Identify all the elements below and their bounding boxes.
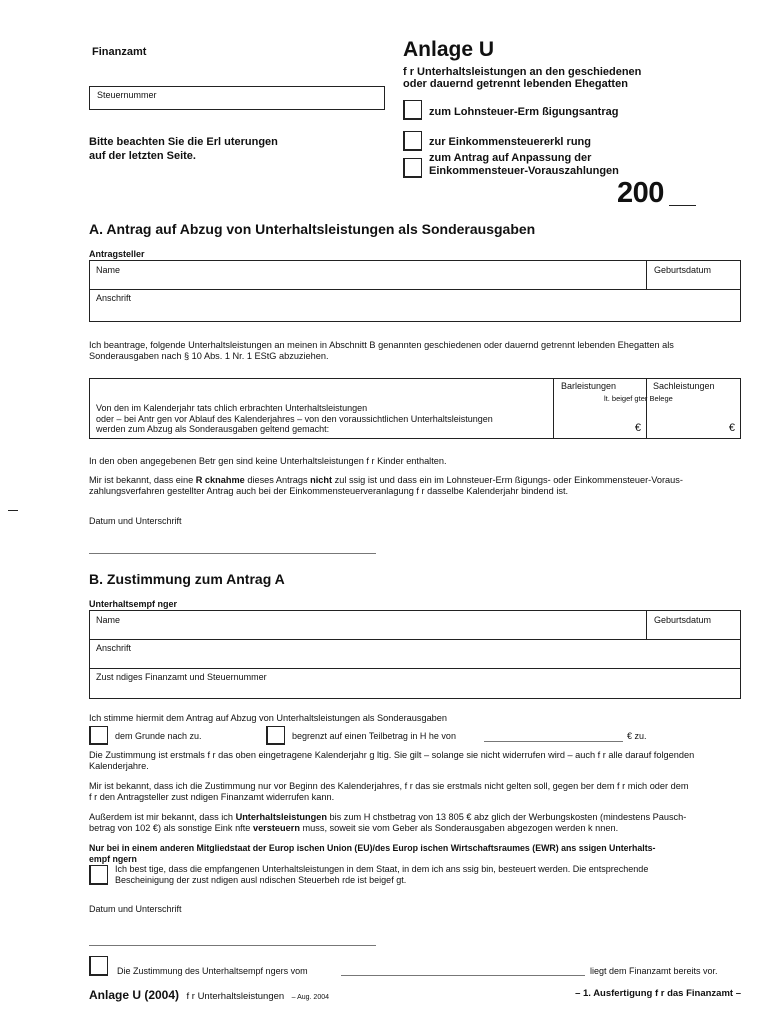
side-fold-mark bbox=[8, 510, 18, 511]
option-anpassung-line-2: Einkommensteuer-Vorauszahlungen bbox=[429, 165, 619, 177]
checkbox-dem-grunde[interactable] bbox=[89, 726, 108, 745]
intro-line-1: Ich beantrage, folgende Unterhaltsleistungen an meinen in Abschnitt B genannten geschiedenen oder dauernd getrennt lebenden Ehegatten als bbox=[89, 340, 674, 350]
form-title: Anlage U bbox=[403, 38, 495, 61]
hoechst-bold-1: Unterhaltsleistungen bbox=[235, 812, 327, 822]
vorliegt-suffix: liegt dem Finanzamt bereits vor. bbox=[590, 966, 718, 976]
eu-text bbox=[115, 864, 741, 886]
hint-line-2: auf der letzten Seite. bbox=[89, 150, 196, 162]
geburtsdatum-label: Geburtsdatum bbox=[654, 265, 712, 275]
hint-text bbox=[89, 135, 278, 163]
signature-line-a[interactable] bbox=[89, 553, 376, 554]
erstmals-text bbox=[89, 750, 741, 772]
kinder-note: In den oben angegebenen Betr gen sind keine Unterhaltsleistungen f r Kinder enthalten. bbox=[89, 456, 447, 466]
hint-line-1: Bitte beachten Sie die Erl uterungen bbox=[89, 136, 278, 148]
footer-form-desc: f r Unterhaltsleistungen bbox=[186, 991, 285, 1002]
ruecknahme-part-1: Mir ist bekannt, dass eine bbox=[89, 475, 196, 485]
ruecknahme-part-3: zul ssig ist und dass ein im Lohnsteuer-Erm ßigungs- oder Einkommensteuer-Voraus- bbox=[332, 475, 683, 485]
antragsteller-label: Antragsteller bbox=[89, 249, 145, 259]
option-teilbetrag-label: begrenzt auf einen Teilbetrag in H he von bbox=[292, 731, 456, 741]
option-einkommensteuer-label: zur Einkommensteuererkl rung bbox=[429, 136, 591, 148]
widerruf-text bbox=[89, 781, 741, 803]
eu-text-line-1: Ich best tige, dass die empfangenen Unterhaltsleistungen in dem Staat, in dem ich ans ssig bin, besteuert werden. Die entsprechende bbox=[115, 864, 649, 874]
option-anpassung-label bbox=[429, 152, 619, 178]
antragsteller-geburtsdatum-field[interactable] bbox=[647, 261, 740, 289]
anschrift-label: Anschrift bbox=[96, 293, 132, 303]
empfaenger-finanzamt-field[interactable] bbox=[90, 669, 740, 698]
form-subtitle bbox=[403, 66, 641, 90]
eu-heading bbox=[89, 843, 741, 865]
ruecknahme-bold-2: nicht bbox=[310, 475, 333, 485]
ruecknahme-part-2: dieses Antrags bbox=[244, 475, 311, 485]
zustimmung-intro: Ich stimme hiermit dem Antrag auf Abzug von Unterhaltsleistungen als Sonderausgaben bbox=[89, 713, 448, 723]
ruecknahme-bold-1: R cknahme bbox=[195, 475, 245, 485]
leistungen-line-1: Von den im Kalenderjahr tats chlich erbrachten Unterhaltsleistungen bbox=[96, 403, 368, 413]
datum-unterschrift-label-a: Datum und Unterschrift bbox=[89, 516, 182, 526]
datum-unterschrift-label-b: Datum und Unterschrift bbox=[89, 904, 182, 914]
finanzamt-label: Finanzamt bbox=[92, 46, 147, 58]
checkbox-teilbetrag[interactable] bbox=[266, 726, 285, 745]
signature-line-b[interactable] bbox=[89, 945, 376, 946]
intro-line-2: Sonderausgaben nach § 10 Abs. 1 Nr. 1 EStG abzuziehen. bbox=[89, 351, 329, 361]
sachleistungen-amount-field[interactable] bbox=[647, 405, 740, 438]
hoechst-part-3: betrag von 102 €) als sonstige Eink nfte bbox=[89, 823, 253, 833]
checkbox-eu-bestaetigung[interactable] bbox=[89, 865, 108, 885]
leistungen-line-2: oder – bei Antr gen vor Ablauf des Kalenderjahres – von den voraussichtlichen Unterhaltsleistungen bbox=[96, 413, 493, 424]
erstmals-line-1: Die Zustimmung ist erstmals f r das oben eingetragene Kalenderjahr g ltig. Sie gilt – solange sie nicht widerrufen wird – auch f r alle darauf folgenden bbox=[89, 750, 695, 760]
b-geburtsdatum-label: Geburtsdatum bbox=[654, 615, 712, 625]
footer bbox=[89, 986, 741, 1002]
option-dem-grunde-label: dem Grunde nach zu. bbox=[115, 731, 202, 741]
empfaenger-geburtsdatum-field[interactable] bbox=[647, 611, 740, 639]
vorliegt-date-field[interactable] bbox=[341, 975, 585, 976]
checkbox-einkommensteuer[interactable] bbox=[403, 131, 422, 151]
hoechst-part-1: Außerdem ist mir bekannt, dass ich bbox=[89, 812, 236, 822]
empfaenger-name-field[interactable] bbox=[90, 611, 646, 639]
section-b-heading: B. Zustimmung zum Antrag A bbox=[89, 571, 285, 587]
euro-sign-sach: € bbox=[728, 422, 735, 434]
hoechstbetrag-text bbox=[89, 812, 741, 834]
leistungen-description bbox=[96, 403, 493, 435]
checkbox-lohnsteuer[interactable] bbox=[403, 100, 422, 120]
col-sachleistungen-header: Sachleistungen bbox=[653, 381, 715, 391]
hoechst-part-4: muss, soweit sie vom Geber als Sonderausgaben abgezogen werden k nnen. bbox=[299, 823, 619, 833]
barleistungen-amount-field[interactable] bbox=[554, 405, 646, 438]
footer-date: – Aug. 2004 bbox=[291, 994, 330, 1001]
year-prefix: 200 bbox=[617, 177, 664, 209]
teilbetrag-amount-field[interactable] bbox=[484, 741, 623, 742]
checkbox-zustimmung-vorliegt[interactable] bbox=[89, 956, 108, 976]
widerruf-line-1: Mir ist bekannt, dass ich die Zustimmung nur vor Beginn des Kalenderjahres, f r das sie erstmals nicht gelten soll, gegen ber dem f r mich oder dem bbox=[89, 781, 689, 791]
option-anpassung-line-1: zum Antrag auf Anpassung der bbox=[429, 152, 592, 164]
empfaenger-anschrift-field[interactable] bbox=[90, 640, 740, 668]
eu-heading-line-2: empf ngern bbox=[89, 854, 137, 864]
eu-text-line-2: Bescheinigung der zust ndigen ausl ndischen Steuerbeh rde ist beigef gt. bbox=[115, 875, 407, 885]
vorliegt-prefix: Die Zustimmung des Unterhaltsempf ngers vom bbox=[117, 966, 308, 976]
euro-sign-bar: € bbox=[634, 422, 641, 434]
b-anschrift-label: Anschrift bbox=[96, 643, 132, 653]
antragsteller-name-field[interactable] bbox=[90, 261, 646, 289]
eu-heading-line-1: Nur bei in einem anderen Mitgliedstaat der Europ ischen Union (EU)/des Europ ischen Wirtschaftsraumes (EWR) ans ssigen Unterhalts- bbox=[89, 843, 656, 853]
section-a-heading: A. Antrag auf Abzug von Unterhaltsleistungen als Sonderausgaben bbox=[89, 221, 536, 237]
widerruf-line-2: f r den Antragsteller zust ndigen Finanzamt widerrufen kann. bbox=[89, 792, 335, 802]
ruecknahme-text bbox=[89, 475, 741, 497]
empfaenger-label: Unterhaltsempf nger bbox=[89, 599, 178, 609]
teilbetrag-suffix: € zu. bbox=[627, 731, 647, 741]
ruecknahme-line-2: zahlungsverfahren gestellter Antrag auch bei der Einkommensteuerveranlagung f r dasselbe Kalenderjahr bindend ist. bbox=[89, 486, 569, 496]
steuernummer-field[interactable] bbox=[89, 86, 385, 110]
hoechst-bold-2: versteuern bbox=[252, 823, 300, 833]
leistungen-line-3: werden zum Abzug als Sonderausgaben geltend gemacht: bbox=[96, 424, 330, 434]
steuernummer-label: Steuernummer bbox=[97, 90, 157, 100]
antragsteller-anschrift-field[interactable] bbox=[90, 290, 740, 321]
section-a-intro bbox=[89, 340, 741, 362]
footer-form-name: Anlage U (2004) bbox=[89, 988, 180, 1002]
subtitle-line-1: f r Unterhaltsleistungen an den geschiedenen bbox=[403, 66, 642, 78]
belege-note: lt. beigef gter Belege bbox=[604, 394, 673, 403]
checkbox-anpassung[interactable] bbox=[403, 158, 422, 178]
col-barleistungen-header: Barleistungen bbox=[561, 381, 617, 391]
name-label: Name bbox=[96, 265, 121, 275]
finanzamt-steuernummer-label: Zust ndiges Finanzamt und Steuernummer bbox=[96, 672, 267, 682]
hoechst-part-2: bis zum H chstbetrag von 13 805 € abz glich der Werbungskosten (mindestens Pausch- bbox=[326, 812, 687, 822]
option-lohnsteuer-label: zum Lohnsteuer-Erm ßigungsantrag bbox=[429, 106, 619, 118]
footer-copy-note: – 1. Ausfertigung f r das Finanzamt – bbox=[575, 988, 741, 999]
erstmals-line-2: Kalenderjahre. bbox=[89, 761, 149, 771]
subtitle-line-2: oder dauernd getrennt lebenden Ehegatten bbox=[403, 78, 628, 90]
b-name-label: Name bbox=[96, 615, 121, 625]
year-suffix-field[interactable] bbox=[669, 205, 696, 206]
